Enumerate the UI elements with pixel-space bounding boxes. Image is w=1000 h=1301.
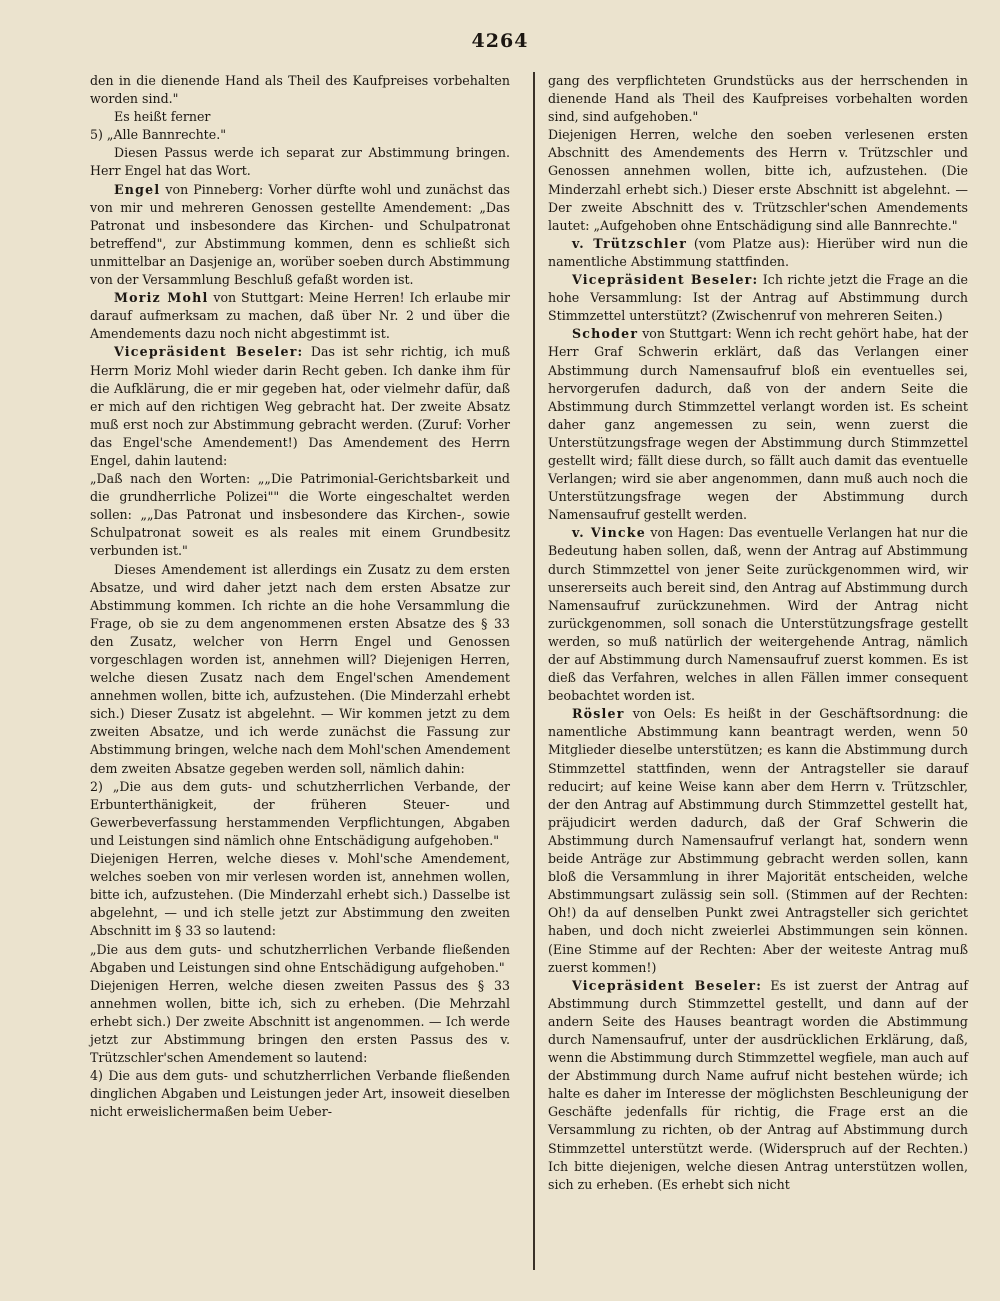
speech-paragraph [548, 524, 968, 705]
speech-paragraph [90, 343, 510, 470]
speech-text: Ich richte jetzt die Frage an die hohe Versammlung: Ist der Antrag auf Abstimmung durch Stimmzettel unterstützt? (Zwischenruf von mehreren Seiten.) [548, 272, 968, 324]
speaker-name: Vicepräsident Beseler: [572, 977, 763, 993]
right-column [548, 72, 968, 1194]
speech-text: (vom Platze aus): Hierüber wird nun die namentliche Abstimmung stattfinden. [548, 235, 968, 269]
speaker-name: Rösler [572, 706, 625, 722]
speech-text: von Stuttgart: Wenn ich recht gehört habe, hat der Herr Graf Schwerin erklärt, daß das Verlangen einer Abstimmung durch Namensaufruf bloß ein eventuelles sei, hervorgerufen dadurch, daß von der andern Seite die Abstimmung durch Stimmzettel verlangt worden ist. Es scheint daher ganz angemessen zu sein, wenn zuerst die Unterstützungsfrage wegen der Abstimmung durch Stimmzettel gestellt wird; fällt diese durch, so fällt auch damit das eventuelle Verlangen; wird sie aber angenommen, dann muß auch noch die Unterstützungsfrage wegen der Abstimmung durch Namensaufruf gestellt werden. [548, 326, 968, 523]
text-paragraph: Es heißt ferner [114, 109, 211, 125]
speech-paragraph [548, 977, 968, 1194]
numbered-paragraph: 5) „Alle Bannrechte." [90, 127, 226, 143]
speech-text: von Pinneberg: Vorher dürfte wohl und zunächst das von mir und mehreren Genossen gestellte Amendement: „Das Patronat und insbesondere das Kirchen- und Schulpatronat betreffend", zur Abstimmung kommen, denn es schließt sich unmittelbar an Dasjenige an, worüber soeben durch Abstimmung von der Versammlung Beschluß gefaßt worden ist. [90, 181, 510, 288]
speech-paragraph [548, 325, 968, 524]
quoted-paragraph: „Die aus dem guts- und schutzherrlichen Verbande fließenden Abgaben und Leistungen sind ohne Entschädigung aufgehoben." [90, 941, 510, 975]
speech-paragraph [90, 289, 510, 343]
text-paragraph: Diesen Passus werde ich separat zur Abstimmung bringen. Herr Engel hat das Wort. [90, 145, 510, 179]
speech-text: von Stuttgart: Meine Herren! Ich erlaube mir darauf aufmerksam zu machen, daß über Nr. 2 und über die Amendements dazu noch nicht abgestimmt ist. [90, 290, 510, 342]
speaker-name: Vicepräsident Beseler: [572, 272, 759, 288]
speech-text: von Oels: Es heißt in der Geschäftsordnung: die namentliche Abstimmung kann beantragt werden, wenn 50 Mitglieder dieselbe unterstützen; es kann die Abstimmung durch Stimmzettel stattfinden, wenn der Antragsteller sie darauf reducirt; auf keine Weise kann aber dem Herrn v. Trützschler, der den Antrag auf Abstimmung durch Stimmzettel gestellt hat, präjudicirt werden dadurch, daß der Graf Schwerin die Abstimmung durch Namensaufruf verlangt hat, sondern wenn beide Anträge zur Abstimmung gebracht werden sollen, kann bloß die Versammlung in ihrer Majorität entscheiden, welche Abstimmungsart zulässig sein soll. (Stimmen auf der Rechten: Oh!) da auf denselben Punkt zwei Antragsteller sich gerichtet haben, und doch nicht zweierlei Abstimmungen sein können. (Eine Stimme auf der Rechten: Aber der weiteste Antrag muß zuerst kommen!) [548, 706, 968, 975]
text-paragraph: Diejenigen Herren, welche dieses v. Mohl'sche Amendement, welches soeben von mir verlesen worden ist, annehmen wollen, bitte ich, aufzustehen. (Die Minderzahl erhebt sich.) Dasselbe ist abgelehnt, — und ich stelle jetzt zur Abstimmung den zweiten Abschnitt im § 33 so lautend: [90, 851, 510, 939]
text-paragraph: Dieses Amendement ist allerdings ein Zusatz zu dem ersten Absatze, und wird daher jetzt nach dem ersten Absatze zur Abstimmung kommen. Ich richte an die hohe Versammlung die Frage, ob sie zu dem angenommenen ersten Absatze des § 33 den Zusatz, welcher von Herrn Engel und Genossen vorgeschlagen worden ist, annehmen will? Diejenigen Herren, welche diesen Zusatz nach dem Engel'schen Amendement annehmen wollen, bitte ich, aufzustehen. (Die Minderzahl erhebt sich.) Dieser Zusatz ist abgelehnt. — Wir kommen jetzt zu dem zweiten Absatze, und ich werde zunächst die Fassung zur Abstimmung bringen, welche nach dem Mohl'schen Amendement dem zweiten Absatze gegeben werden soll, nämlich dahin: [90, 561, 510, 776]
speaker-name: Engel [114, 181, 161, 197]
speech-text: Es ist zuerst der Antrag auf Abstimmung durch Stimmzettel gestellt, und dann auf der andern Seite des Hauses beantragt worden die Abstimmung durch Namensaufruf, unter der ausdrücklichen Erklärung, daß, wenn die Abstimmung durch Stimmzettel wegfiele, man auch auf der Abstimmung durch Name aufruf nicht bestehen würde; ich halte es daher im Interesse der möglichsten Beschleunigung der Geschäfte jedenfalls für richtig, die Frage erst an die Versammlung zu richten, ob der Antrag auf Abstimmung durch Stimmzettel unterstützt werde. (Widerspruch auf der Rechten.) Ich bitte diejenigen, welche diesen Antrag unterstützen wollen, sich zu erheben. (Es erhebt sich nicht [548, 977, 968, 1192]
speech-text: Das ist sehr richtig, ich muß Herrn Moriz Mohl wieder darin Recht geben. Ich danke ihm für die Aufklärung, die er mir gegeben hat, oder vielmehr dafür, daß er mich auf den richtigen Weg gebracht hat. Der zweite Absatz muß erst noch zur Abstimmung gebracht werden. (Zuruf: Vorher das Engel'sche Amendement!) Das Amendement des Herrn Engel, dahin lautend: [90, 344, 510, 468]
column-divider [533, 72, 535, 1270]
text-paragraph: den in die dienende Hand als Theil des Kaufpreises vorbehalten worden sind." [90, 73, 510, 107]
speaker-name: Schoder [572, 326, 639, 342]
speech-text: von Hagen: Das eventuelle Verlangen hat nur die Bedeutung haben sollen, daß, wenn der Antrag auf Abstimmung durch Stimmzettel von jener Seite zurückgenommen wird, wir unsererseits auch bereit sind, den Antrag auf Abstimmung durch Namensaufruf zurückzunehmen. Wird der Antrag nicht zurückgenommen, soll sonach die Unterstützungsfrage gestellt werden, so muß natürlich der weitergehende Antrag, nämlich der auf Abstimmung durch Namensaufruf zuerst kommen. Es ist dieß das Verfahren, welches in allen Fällen immer consequent beobachtet worden ist. [548, 525, 968, 704]
speech-paragraph [90, 181, 510, 290]
speaker-name: Moriz Mohl [114, 290, 209, 306]
numbered-paragraph: 4) Die aus dem guts- und schutzherrlichen Verbande fließenden dinglichen Abgaben und Leistungen jeder Art, insoweit dieselben nicht erweislichermaßen beim Ueber- [90, 1068, 510, 1120]
quoted-paragraph: gang des verpflichteten Grundstücks aus der herrschenden in dienende Hand als Theil des Kaufpreises vorbehalten worden sind, sind aufgehoben." [548, 73, 968, 125]
speech-paragraph [548, 705, 968, 976]
quoted-paragraph: „Daß nach den Worten: „„Die Patrimonial-Gerichtsbarkeit und die grundherrliche Polizei"" die Worte eingeschaltet werden sollen: „„Das Patronat und insbesondere das Kirchen-, sowie Schulpatronat soweit es als reales mit einem Grundbesitz verbunden ist." [90, 471, 510, 559]
speech-paragraph [548, 235, 968, 271]
text-paragraph: Diejenigen Herren, welche diesen zweiten Passus des § 33 annehmen wollen, bitte ich, sich zu erheben. (Die Mehrzahl erhebt sich.) Der zweite Abschnitt ist angenommen. — Ich werde jetzt zur Abstimmung bringen den ersten Passus des v. Trützschler'schen Amendement so lautend: [90, 977, 510, 1066]
numbered-paragraph: 2) „Die aus dem guts- und schutzherrlichen Verbande, der Erbunterthänigkeit, der früheren Steuer- und Gewerbeverfassung herstammenden Verpflichtungen, Abgaben und Leistungen sind nämlich ohne Entschädigung aufgehoben." [90, 778, 510, 848]
speaker-name: v. Trützschler [572, 235, 688, 251]
speaker-name: Vicepräsident Beseler: [114, 344, 304, 360]
speaker-name: v. Vincke [572, 525, 646, 541]
left-column [90, 72, 510, 1121]
text-paragraph: Diejenigen Herren, welche den soeben verlesenen ersten Abschnitt des Amendements des Herrn v. Trützschler und Genossen annehmen wollen, bitte ich, aufzustehen. (Die Minderzahl erhebt sich.) Dieser erste Abschnitt ist abgelehnt. — Der zweite Abschnitt des v. Trützschler'schen Amendements lautet: „Aufgehoben ohne Entschädigung sind alle Bannrechte." [548, 127, 968, 233]
speech-paragraph [548, 271, 968, 325]
page-number: 4264 [471, 30, 529, 52]
